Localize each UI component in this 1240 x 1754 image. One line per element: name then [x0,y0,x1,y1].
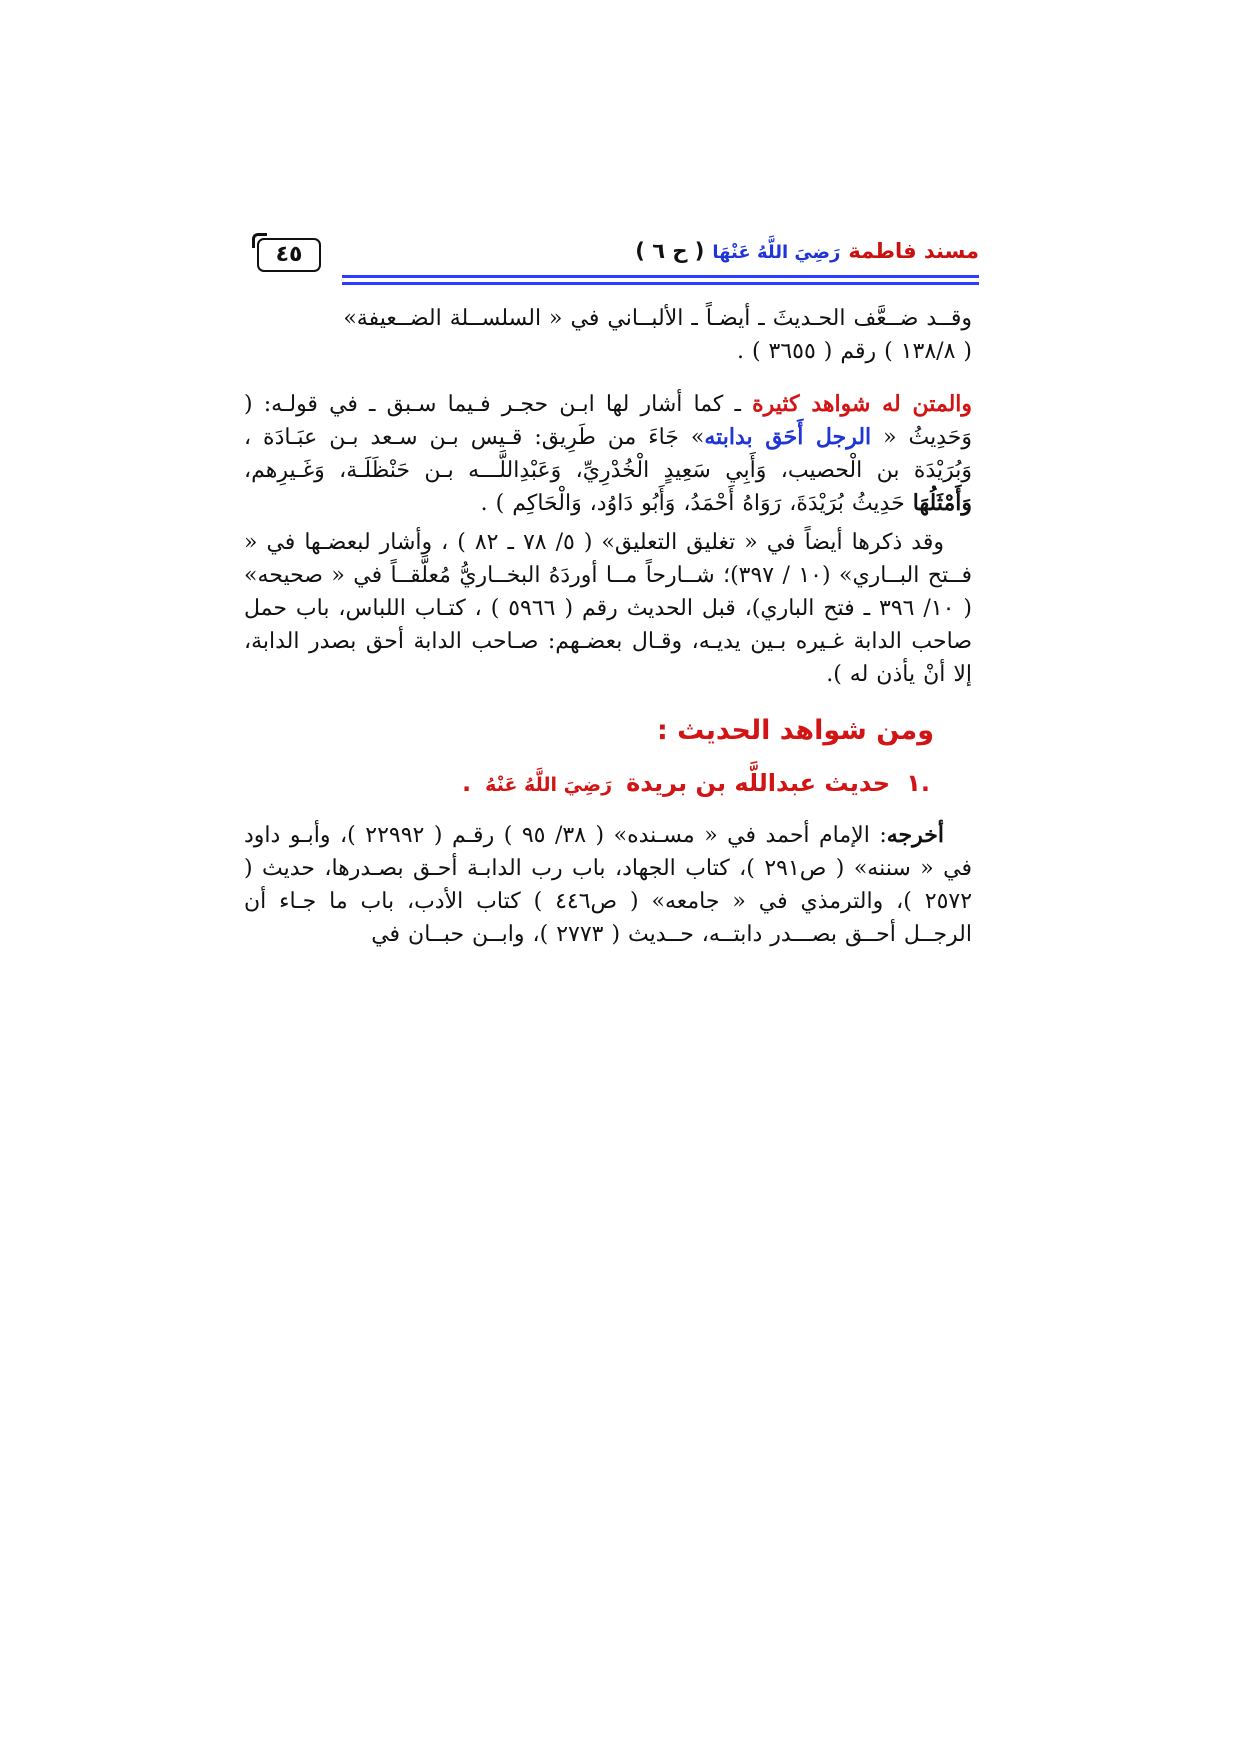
numbered-subheading [244,768,972,799]
paragraph-albani-line-2: ( ١٣٨/٨ ) رقم ( ٣٦٥٥ ) . [736,339,972,364]
blue-hadith-phrase: الرجل أَحَق بدابته [704,424,872,450]
paragraph-shawahid-text-3: حَدِيثُ بُرَيْدَةَ، رَوَاهُ أَحْمَدُ، وَأَبُو دَاوُد، وَالْحَاكِم ) . [480,491,913,516]
main-text [244,302,972,1472]
page-number: ٤٥ [275,242,303,267]
book-title: مسند فاطمة [848,239,979,263]
paragraph-albani [244,302,972,368]
page-header [257,232,979,284]
paragraph-taghliq-text: وقد ذكرها أيضاً في « تغليق التعليق» ( ٥/ ٧٨ ـ ٨٢ ) ، وأشار لبعضـها في « فــتح البــاري» (١٠ / ٣٩٧)؛ شــارحاً مــا أوردَهُ البخــاريُّ مُعلَّقــاً في « صحيحه» ( ١٠/ ٣٩٦ ـ فتح الباري)، قبل الحديث رقم ( ٥٩٦٦ ) ، كتـاب اللباس، باب حمل صاحب الدابة غـيره بـين يديـه، وقـال بعضـهم: صـاحب الدابة أحق بصدر الدابة، إلا أنْ يأذن له ). [244,530,973,687]
subheading-text: حديث عبداللَّه بن بريدة [626,769,890,798]
bold-label-akhrajah: أخرجه [886,822,944,849]
subheading-number: .١ [906,769,930,798]
page-number-box [257,238,321,272]
header-title-wrap [635,240,979,263]
section-heading: ومن شواهد الحديث : [656,715,934,746]
hadith-number: ( ح ٦ ) [635,239,705,263]
header-honorific: رَضِيَ اللَّهُ عَنْهَا [712,242,841,263]
header-double-rule [342,275,979,278]
paragraph-takhrij [244,819,972,951]
red-phrase-shawahid: والمتن له شواهد كثيرة [752,391,973,417]
paragraph-takhrij-text: : الإمام أحمد في « مسـنده» ( ٣٨/ ٩٥ ) رقـم ( ٢٢٩٩٢ )، وأبـو داود في « سننه» ( ص٢٩١ )، كتاب الجهاد، باب رب الدابـة أحـق بصـدرها، حديث ( ٢٥٧٢ )، والترمذي في « جامعه» ( ص٤٤٦ ) كتاب الأدب، باب ما جـاء أن الرجــل أحــق بصـــدر دابتــه، حــديث ( ٢٧٧٣ )، وابــن حبــان في [244,823,973,948]
paragraph-shawahid-intro [244,388,972,520]
paragraph-shawahid-text-2: » جَاءَ من طَرِيق: قـيس بـن سـعد بـن عبَـادَة ، وَبُرَيْدَة بن الْحصيب، وَأَبِي سَعِيدٍ الْخُدْرِيِّ، وَعَبْدِاللَّـــه بـن حَنْظَلَـة، وَغَـيرِهم، [244,425,972,483]
paragraph-albani-line-1: وقــد ضــعَّف الحـديثَ ـ أيضـاً ـ الألبــاني في « السلســلة الضــعيفة» [343,306,972,331]
paragraph-taghliq [244,526,972,691]
subheading-honorific: رَضِيَ اللَّهُ عَنْهُ [485,774,613,797]
bold-phrase-amthaluha: وَأَمْثَلُهَا [912,490,972,516]
subheading-dot: . [462,769,472,798]
paragraph-shawahid-text-1: ـ كما أشار لها ابـن حجـر فـيما سـبق ـ في قولـه: ( وَحَدِيثُ « [244,392,972,450]
